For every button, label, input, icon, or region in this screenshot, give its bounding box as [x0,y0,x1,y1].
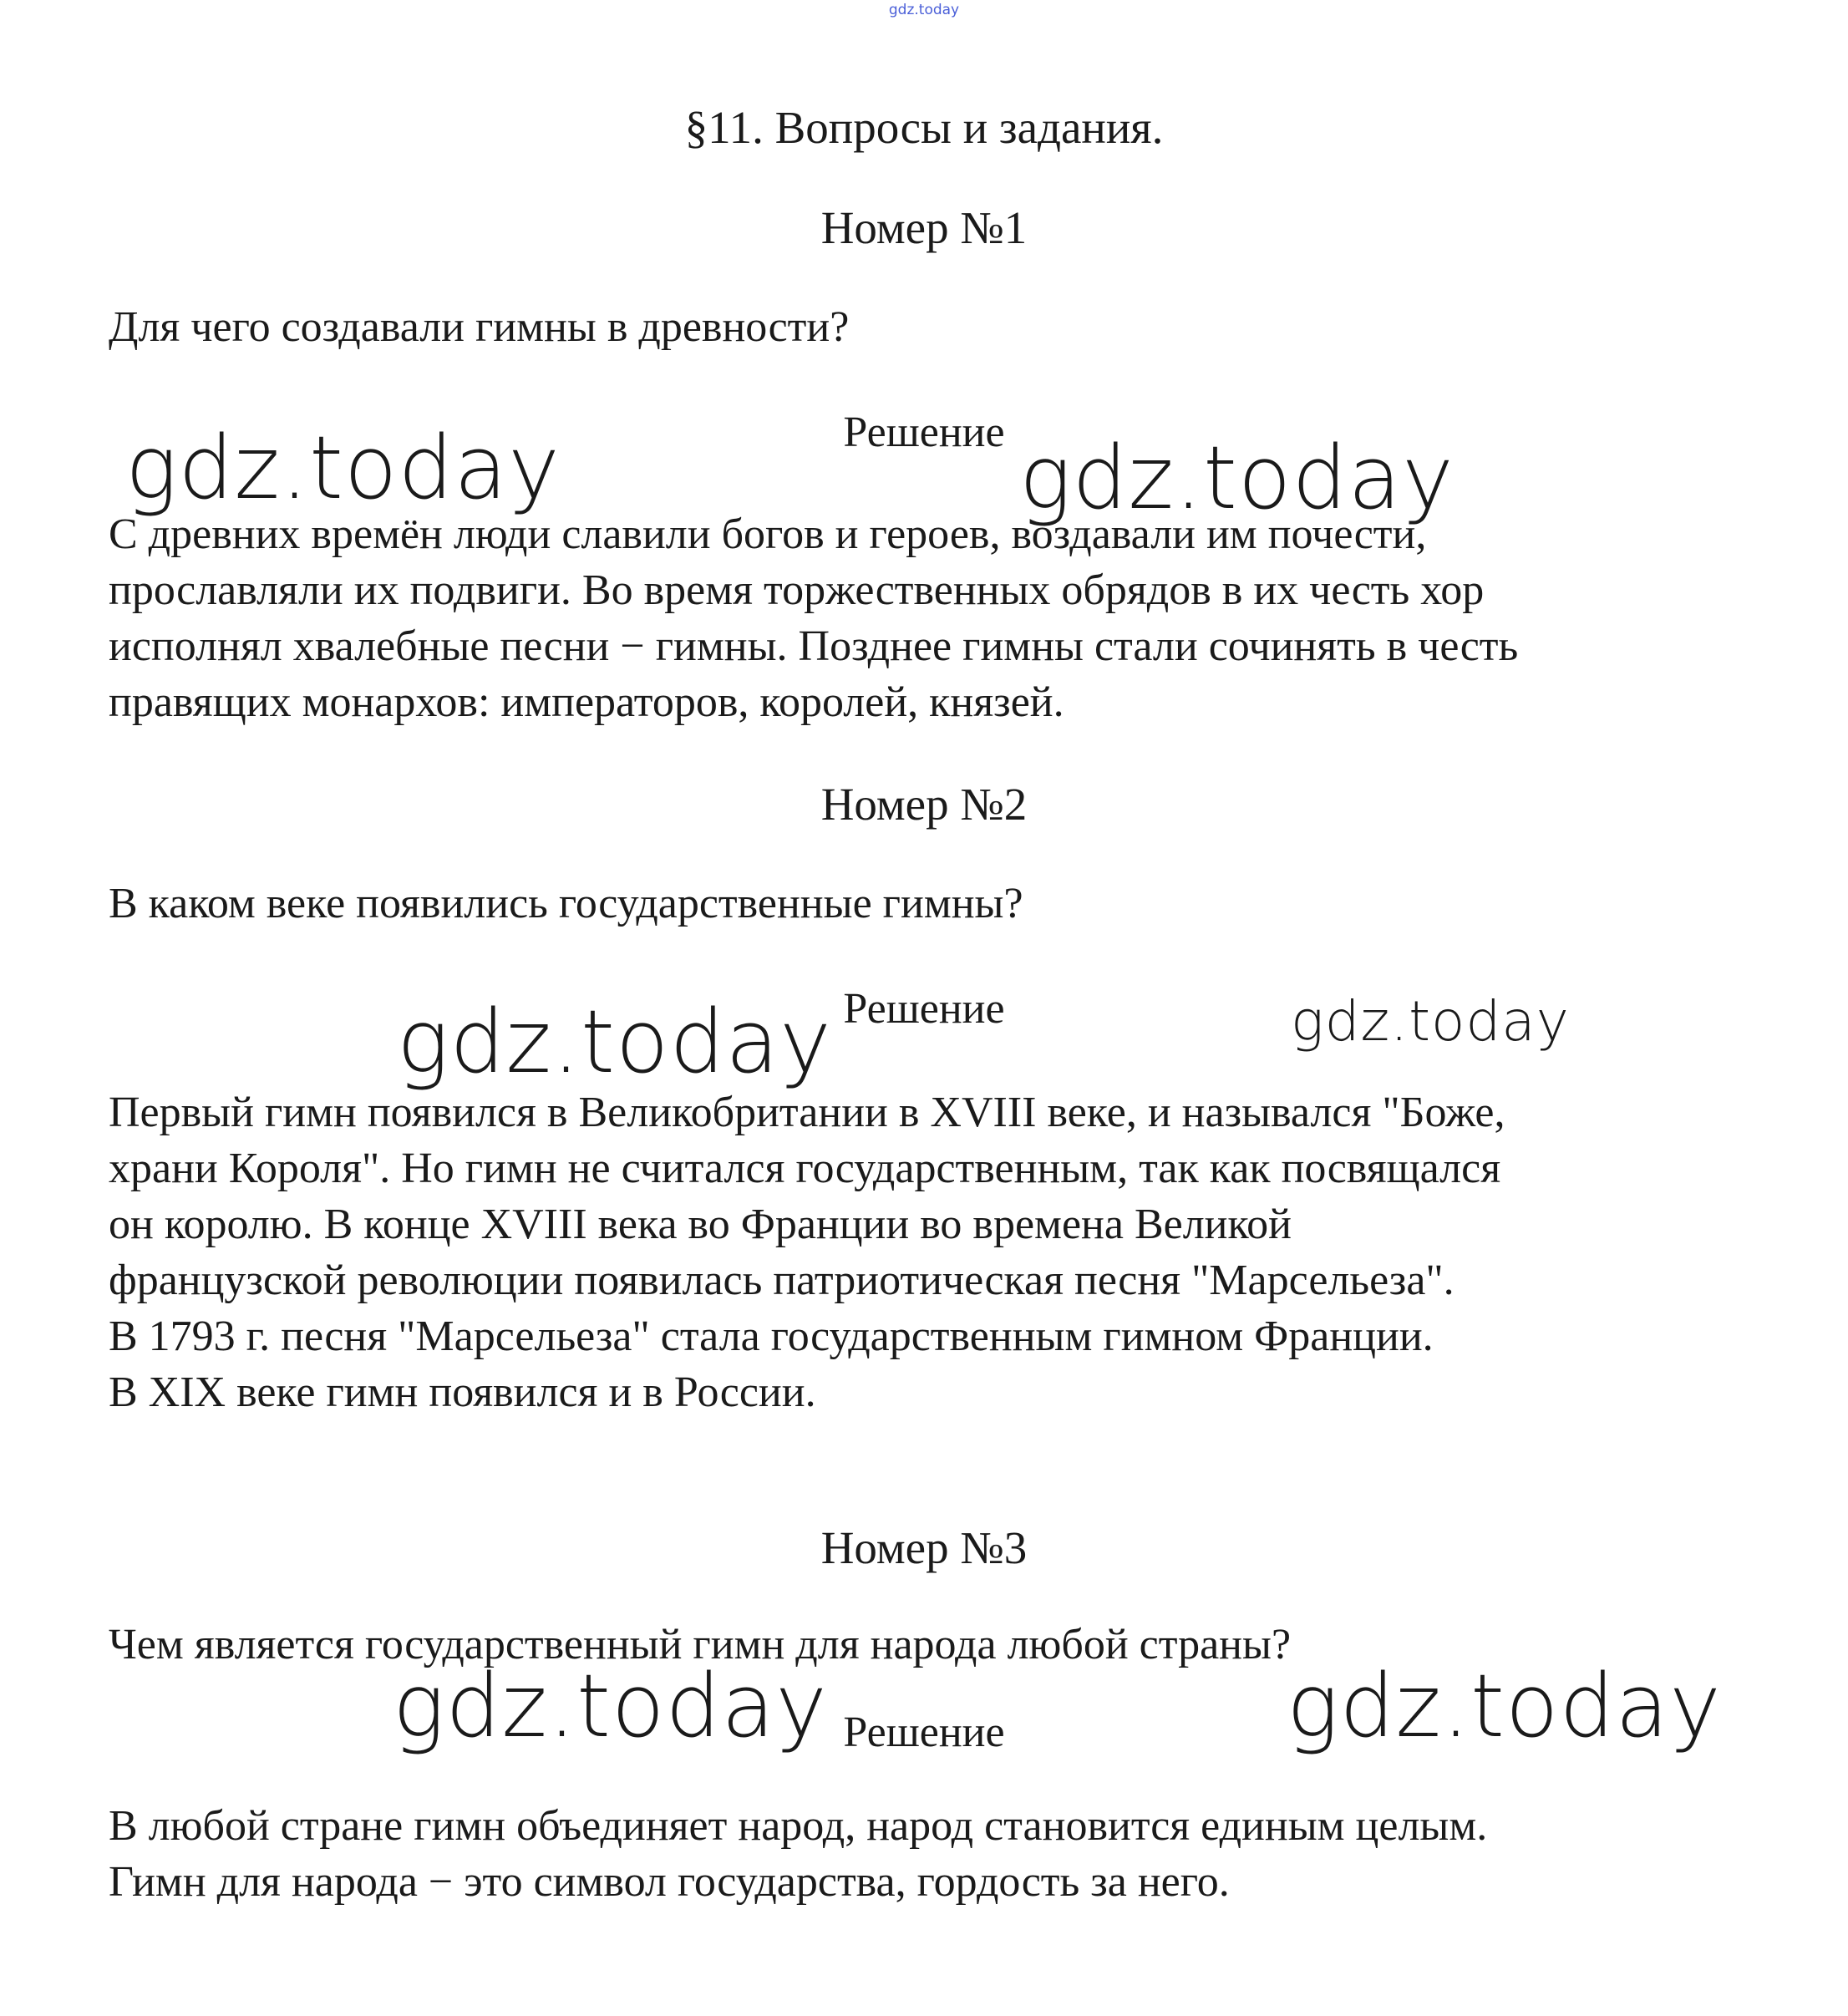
watermark-text: gdz.today [1287,1655,1722,1757]
answer-line: он королю. В конце XVIII века во Франции во времена Великой [109,1201,1292,1248]
section-2-question: В каком веке появились государственные гимны? [109,880,1023,927]
watermark-text: gdz.today [125,417,561,519]
watermark-text: gdz.today [1291,989,1570,1054]
answer-line: С древних времён люди славили богов и героев, воздавали им почести, [109,510,1427,558]
page-title: §11. Вопросы и задания. [684,102,1164,153]
answer-line: В 1793 г. песня "Марсельеза" стала государственным гимном Франции. [109,1313,1434,1360]
section-1-answer [109,506,1779,730]
section-2-answer [109,1084,1779,1420]
answer-line: Гимн для народа − это символ государства, гордость за него. [109,1858,1230,1906]
section-3-number: Номер №3 [820,1522,1028,1573]
watermark-text: gdz.today [397,991,832,1093]
watermark-text: gdz.today [393,1655,828,1757]
section-1-solution-label: Решение [843,409,1005,456]
section-3-answer [109,1798,1779,1910]
section-1-number: Номер №1 [820,202,1028,253]
section-3-solution-label: Решение [843,1709,1005,1756]
watermark-text: gdz.today [1019,427,1455,529]
answer-line: правящих монархов: императоров, королей, князей. [109,678,1064,726]
section-2-number: Номер №2 [820,779,1028,830]
top-watermark: gdz.today [888,2,960,18]
answer-line: исполнял хвалебные песни − гимны. Позднее гимны стали сочинять в честь [109,622,1519,670]
answer-line: В XIX веке гимн появился и в России. [109,1369,816,1416]
section-3-question: Чем является государственный гимн для народа любой страны? [109,1621,1292,1668]
answer-line: храни Короля". Но гимн не считался государственным, так как посвящался [109,1145,1501,1192]
answer-line: Первый гимн появился в Великобритании в XVIII веке, и назывался "Боже, [109,1089,1505,1136]
answer-line: французской революции появилась патриотическая песня "Марсельеза". [109,1257,1455,1304]
section-2-solution-label: Решение [843,985,1005,1033]
section-1-question: Для чего создавали гимны в древности? [109,303,850,351]
answer-line: В любой стране гимн объединяет народ, народ становится единым целым. [109,1802,1488,1850]
answer-line: прославляли их подвиги. Во время торжественных обрядов в их честь хор [109,566,1485,614]
